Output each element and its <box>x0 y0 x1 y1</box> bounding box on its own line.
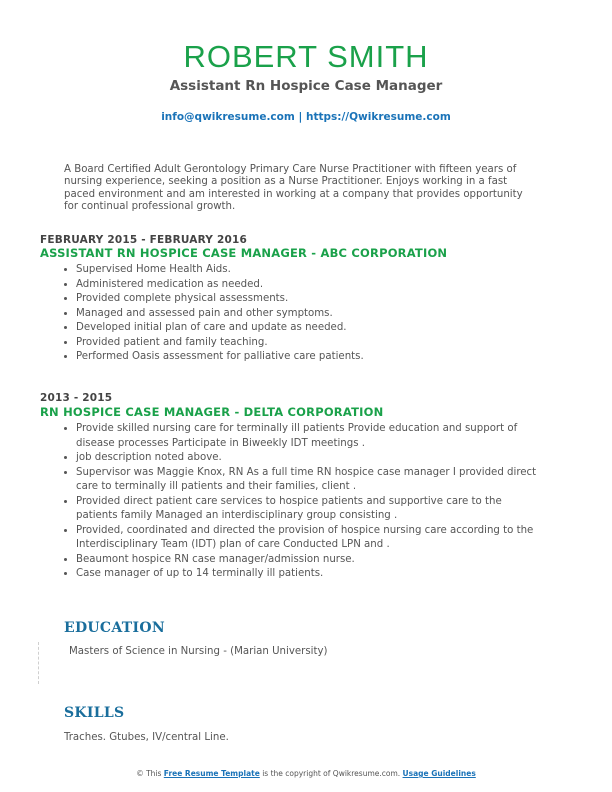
education-heading: EDUCATION <box>64 620 165 636</box>
skills-text: Traches. Gtubes, IV/central Line. <box>64 732 229 743</box>
job-bullet-list <box>58 422 546 582</box>
list-item: • Provided direct patient care services to hospice patients and supportive care to the patients family Managed an interdisciplinary group consisting . <box>76 495 546 524</box>
contact-line <box>0 111 612 123</box>
list-item: • Managed and assessed pain and other symptoms. <box>76 307 546 322</box>
list-item: • Provided complete physical assessments. <box>76 292 546 307</box>
job-title: ASSISTANT RN HOSPICE CASE MANAGER - ABC CORPORATION <box>40 246 448 260</box>
skills-heading: SKILLS <box>64 705 125 721</box>
list-item: • Provided patient and family teaching. <box>76 336 546 351</box>
list-item: • job description noted above. <box>76 451 546 466</box>
list-item: • Supervisor was Maggie Knox, RN As a full time RN hospice case manager I provided direct care to terminally ill patients and their families, client . <box>76 466 546 495</box>
list-item: • Provided, coordinated and directed the provision of hospice nursing care according to the Interdisciplinary Team (IDT) plan of care Conducted LPN and . <box>76 524 546 553</box>
contact-separator: | <box>298 111 303 123</box>
website-link[interactable]: https://Qwikresume.com <box>305 111 451 123</box>
list-item: • Developed initial plan of care and update as needed. <box>76 321 546 336</box>
footer <box>0 769 612 778</box>
list-item: • Beaumont hospice RN case manager/admission nurse. <box>76 553 546 568</box>
section-divider <box>38 642 39 684</box>
free-resume-template-link[interactable]: Free Resume Template <box>163 769 260 778</box>
candidate-name: ROBERT SMITH <box>183 39 429 74</box>
list-item: • Performed Oasis assessment for palliative care patients. <box>76 350 546 365</box>
job-dates: 2013 - 2015 <box>40 392 113 404</box>
list-item: • Case manager of up to 14 terminally ill patients. <box>76 567 546 582</box>
list-item: • Provide skilled nursing care for terminally ill patients Provide education and support of disease processes Participate in Biweekly IDT meetings . <box>76 422 546 451</box>
job-bullet-list <box>58 263 546 365</box>
candidate-title: Assistant Rn Hospice Case Manager <box>169 78 443 94</box>
email-link[interactable]: info@qwikresume.com <box>161 111 295 123</box>
list-item: • Administered medication as needed. <box>76 278 546 293</box>
job-title: RN HOSPICE CASE MANAGER - DELTA CORPORATION <box>40 405 384 419</box>
job-dates: FEBRUARY 2015 - FEBRUARY 2016 <box>40 234 247 246</box>
footer-middle: is the copyright of Qwikresume.com. <box>262 769 401 778</box>
education-entry: Masters of Science in Nursing - (Marian University) <box>69 646 328 657</box>
footer-prefix: © This <box>136 769 162 778</box>
summary-paragraph: A Board Certified Adult Gerontology Primary Care Nurse Practitioner with fifteen years of nursing experience, seeking a position as a Nurse Practitioner. Enjoys working in a fast paced environment and am interested in working at a company that provides opportunity for continual professional growth. <box>64 164 523 212</box>
usage-guidelines-link[interactable]: Usage Guidelines <box>402 769 476 778</box>
list-item: • Supervised Home Health Aids. <box>76 263 546 278</box>
